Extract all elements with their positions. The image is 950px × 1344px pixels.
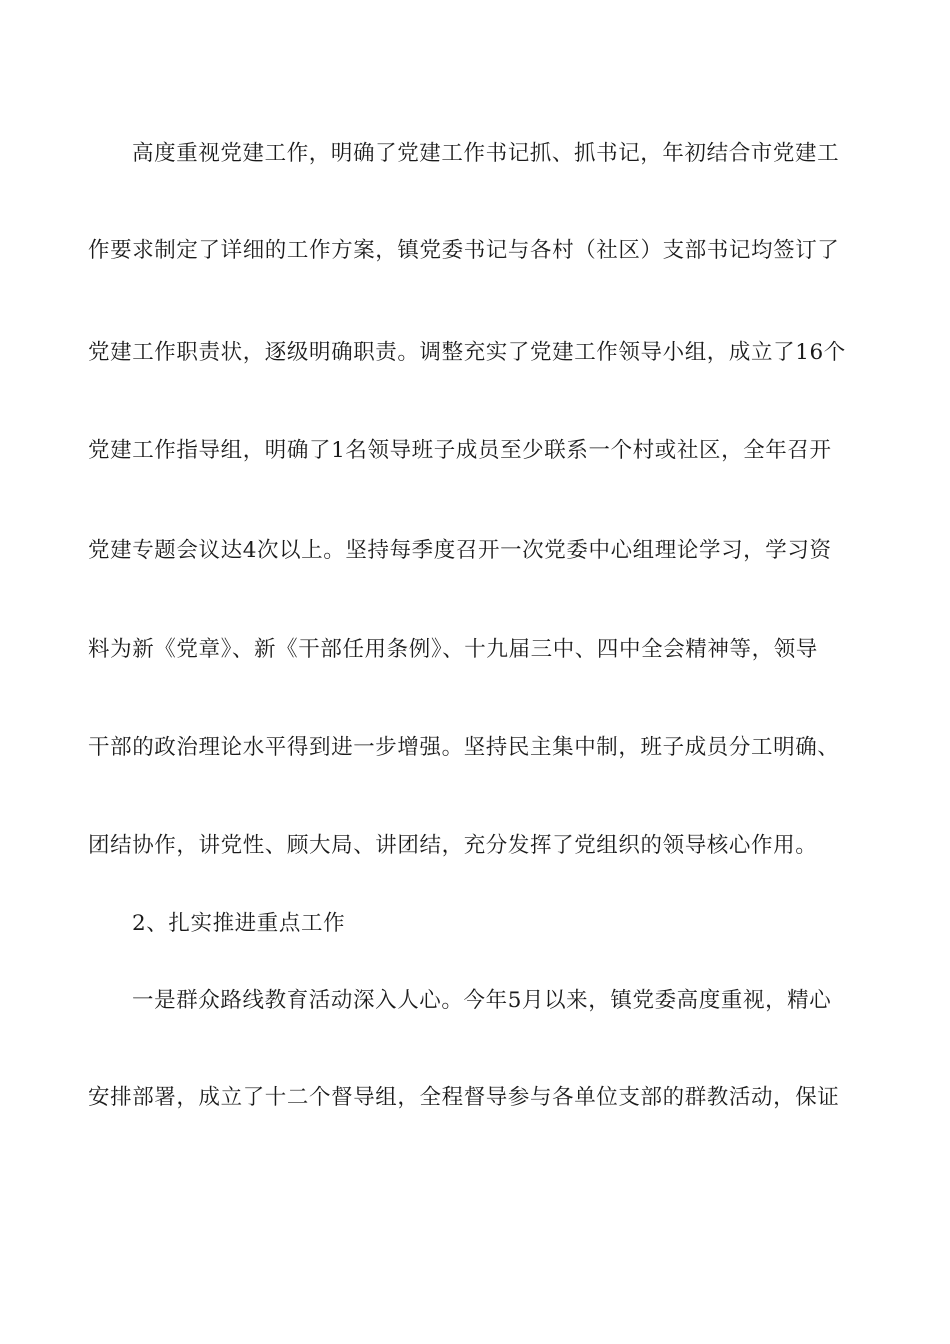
paragraph-line: 党建工作职责状，逐级明确职责。调整充实了党建工作领导小组，成立了16个 — [88, 340, 846, 365]
paragraph-line: 高度重视党建工作，明确了党建工作书记抓、抓书记，年初结合市党建工 — [132, 141, 840, 166]
paragraph-line: 料为新《党章》、新《干部任用条例》、十九届三中、四中全会精神等，领导 — [88, 637, 818, 662]
paragraph-line: 团结协作，讲党性、顾大局、讲团结，充分发挥了党组织的领导核心作用。 — [88, 833, 818, 858]
paragraph-line: 党建专题会议达4次以上。坚持每季度召开一次党委中心组理论学习，学习资 — [88, 538, 832, 563]
paragraph-line: 作要求制定了详细的工作方案，镇党委书记与各村（社区）支部书记均签订了 — [88, 238, 840, 263]
paragraph-line: 安排部署，成立了十二个督导组，全程督导参与各单位支部的群教活动，保证 — [88, 1085, 840, 1110]
paragraph-line: 一是群众路线教育活动深入人心。今年5月以来，镇党委高度重视，精心 — [132, 988, 832, 1013]
paragraph-line: 干部的政治理论水平得到进一步增强。坚持民主集中制，班子成员分工明确、 — [88, 735, 840, 760]
paragraph-line: 党建工作指导组，明确了1名领导班子成员至少联系一个村或社区，全年召开 — [88, 438, 832, 463]
section-heading: 2、扎实推进重点工作 — [132, 911, 346, 936]
